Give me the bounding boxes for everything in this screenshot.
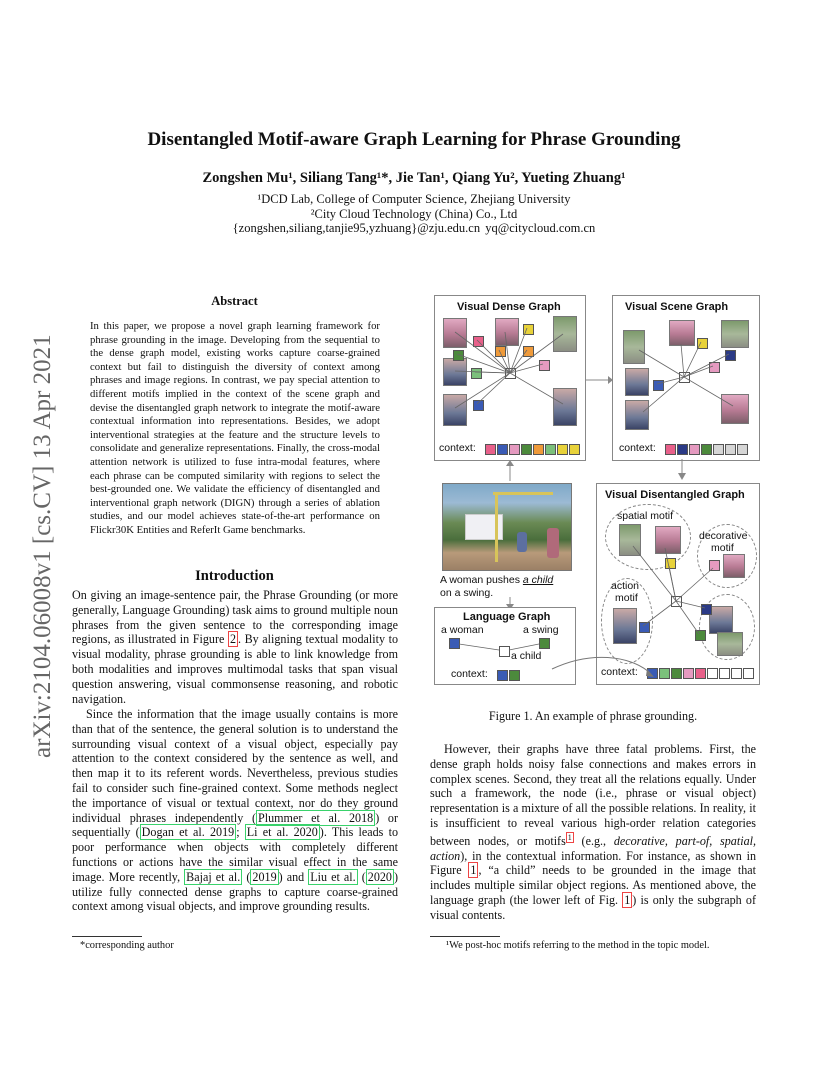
text-span: ( [357,869,366,884]
text-span: ) and [278,869,309,884]
footnote-rule [72,936,142,937]
citation-link[interactable]: Dogan et al. 2019 [141,825,235,840]
affiliation-1: ¹DCD Lab, College of Computer Science, Zhejiang University [257,192,571,206]
author-emails: {zongshen,siliang,tanjie95,yzhuang}@zju.edu.cn yq@citycloud.com.cn [232,221,596,235]
right-paragraph-1 [430,742,756,923]
arrow [584,375,614,385]
arrow [676,459,688,481]
scene-photo [442,483,572,571]
citation-link[interactable]: 2020 [367,869,392,884]
citation-link[interactable]: Plummer et al. 2018 [258,810,374,825]
text-span: However, their graphs have three fatal problems. First, the dense graph holds noisy false connections and makes errors in complex scenes. Second, they treat all the relations equally. Under such a framework, the node (i.e., phrase or visual object) representation is a mixture of all the possible relations. In reality, it is insufficient to reveal various high-order relation categories between nodes, or motifs [430,742,756,848]
context-vector [665,444,749,455]
context-label: context: [439,442,476,454]
citation-link[interactable]: Liu et al. [310,869,356,884]
scene-graph-title: Visual Scene Graph [625,301,729,313]
context-label: context: [601,666,638,678]
context-vector [647,668,755,679]
context-vector [497,670,521,681]
figure-ref-link[interactable]: 1 [624,893,631,907]
spatial-motif-label: spatial motif [617,510,674,522]
decorative-motif-label-2: motif [711,542,734,554]
sentence-part: A woman pushes [440,574,523,586]
introduction-heading: Introduction [195,568,274,584]
text-span: Since the information that the image usually contains is more than that of the sentence, the general solution is to understand the surrounding visual context of a visual object, especially pay attention to the context considered by the sentence as well, and then map it to its referent words. Nevertheless, previous studies fail to consider such fine-grained context. Some methods neglect the importance of visual or textual context, nor do they ground individual phrases independently ( [72,707,398,825]
footnote-ref-link[interactable]: 1 [567,832,572,842]
text-span: ) is only the subgraph of visual contents. [430,893,756,922]
context-label: context: [619,442,656,454]
text-span: (e.g., [573,833,614,848]
text-span: ), in the contextual information. For instance, as shown in Figure [430,848,756,878]
scene-edges [613,296,759,460]
text-span: ) utilize fully connected dense graphs to capture coarse-grained context among visual objects, and improve grounding results. [72,869,398,914]
dense-graph-box [434,295,586,461]
author-list: Zongshen Mu¹, Siliang Tang¹*, Jie Tan¹, Qiang Yu², Yueting Zhuang¹ [202,170,626,186]
lang-node-a-swing: a swing [523,624,559,636]
paper-title: Disentangled Motif-aware Graph Learning for Phrase Grounding [147,129,681,150]
citation-link[interactable]: Li et al. 2020 [246,825,318,840]
action-motif-label-2: motif [615,592,638,604]
arxiv-identifier [28,290,56,760]
arrow [504,459,516,481]
dense-edges [435,296,585,460]
text-span: , “a child” needs to be grounded in the image that includes multiple similar object regions. As mentioned above, the language graph (the lower left of Fig. [430,863,756,907]
context-label: context: [451,668,488,680]
affiliation-2: ²City Cloud Technology (China) Co., Ltd [310,207,518,221]
text-span: ( [242,869,251,884]
action-motif-label-1: action [611,580,640,592]
lang-node-a-child: a child [511,650,542,662]
footnote-corresponding-author: *corresponding author [80,940,174,951]
language-graph-title: Language Graph [463,611,551,623]
figure-ref-link[interactable]: 1 [470,863,477,878]
sentence [440,574,553,586]
figure-caption: Figure 1. An example of phrase grounding. [488,709,698,723]
context-vector [485,444,581,455]
text-span: . By aligning textual modality to visual modality, phrase grounding is able to link knowledge from both modalities and improves multimodal tasks that span visual question answering, visual commonsense reasoning, and robotic navigation. [72,632,398,706]
scene-graph-box [612,295,760,461]
figure-ref-link[interactable]: 2 [229,632,236,647]
motif-examples: decorative, part-of, spatial, action [430,833,756,863]
text-span: ; [236,825,245,840]
cross-modal-arrow [550,647,656,681]
decorative-motif-label-1: decorative [699,530,748,542]
sentence-line-2: on a swing. [440,587,494,599]
abstract-heading: Abstract [211,294,258,308]
abstract-text: In this paper, we propose a novel graph learning framework for phrase grounding in the image. Developing from the sequential to the dense graph model, existing works capture coarse-grained context but fail to distinguish the diversity of context among phrases and image regions. In contrast, we pay special attention to different motifs implied in the context of the scene graph and devise the disentangled graph network to integrate the motif-aware contextual information into representations. Besides, we adopt interventional strategies at the feature and the structure levels to consolidate and generalize representations. Finally, the cross-modal attention network is utilized to fuse intra-modal features, where each phrase can be computed similarity with regions to select the best-grounded one. We validate the efficiency of disentangled and interventional graph network (DIGN) through a series of ablation studies, and our model achieves state-of-the-art performance on Flickr30K Entities and ReferIt Game benchmarks. [90,320,380,536]
intro-paragraph-1 [72,588,398,706]
footnote-motifs: ¹We post-hoc motifs referring to the method in the topic model. [446,940,710,951]
arxiv-identifier-text: arXiv:2104.06008v1 [cs.CV] 13 Apr 2021 [29,334,56,758]
text-span: ). This leads to poor performance when objects with completely different functions or actions have the similar visual effect in the same image. More recently, [72,825,398,884]
footnote-rule [430,936,500,937]
text-span: ) or sequentially ( [72,810,399,840]
lang-node-a-woman: a woman [441,624,484,636]
dense-graph-title: Visual Dense Graph [457,301,561,313]
sentence-phrase: a child [522,574,554,586]
citation-link[interactable]: Bajaj et al. [186,869,241,884]
citation-link[interactable]: 2019 [252,869,277,884]
disentangled-graph-title: Visual Disentangled Graph [605,489,745,501]
text-span: On giving an image-sentence pair, the Phrase Grounding (or more generally, Language Grounding) task aims to ground multiple noun phrases from the given sentence to the corresponding image regions, as illustrated in Figure [72,588,399,647]
figure-1 [430,287,760,699]
intro-paragraph-2 [72,707,398,914]
